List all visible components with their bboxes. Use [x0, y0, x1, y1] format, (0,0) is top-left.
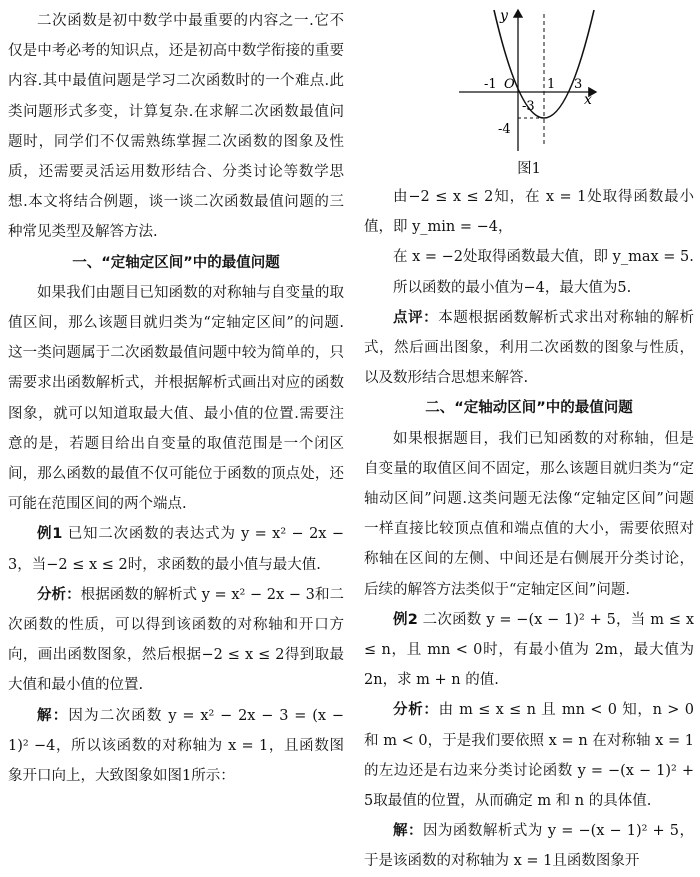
right-column	[364, 6, 694, 877]
example-2	[364, 605, 694, 696]
section-1-heading: 一、“定轴定区间”中的最值问题	[72, 254, 280, 271]
tick-label-neg4: -4	[498, 122, 511, 137]
parabola-graph	[364, 6, 694, 156]
intro-paragraph: 二次函数是初中数学中最重要的内容之一.它不仅是中考必考的知识点，还是初高中数学衔接的重要内容.其中最值问题是学习二次函数时的一个难点.此类问题形式多变，计算复杂.在求解二次函数最值问题时，同学们不仅需熟练掌握二次函数的图象及性质，还需要灵活运用数形结合、分类讨论等数学思想.本文将结合例题，谈一谈二次函数最值问题的三种常见类型及解答方法.	[8, 13, 344, 241]
example-1-label: 例1	[37, 526, 63, 543]
y-axis-label: y	[500, 8, 508, 24]
example-1-text: 已知二次函数的表达式为 y = x² − 2x − 3，当−2 ≤ x ≤ 2时，求函数的最小值与最大值.	[8, 526, 345, 573]
comment-1-text: 本题根据函数解析式求出对称轴的解析式，然后画出图象，利用二次函数的图象与性质，以及数形结合思想来解答.	[364, 309, 695, 387]
solution-2-label: 解：	[393, 823, 423, 840]
solution-line-1: 由−2 ≤ x ≤ 2知，在 x = 1处取得函数最小值，即 y_min = −4，	[364, 189, 694, 236]
solution-1	[8, 701, 344, 792]
section-2-heading: 二、“定轴动区间”中的最值问题	[425, 400, 633, 417]
tick-label-3: 3	[574, 77, 583, 92]
analysis-2-label: 分析：	[393, 702, 439, 719]
section-2-paragraph: 如果根据题目，我们已知函数的对称轴，但是自变量的取值区间不固定，那么该题目就归类为“定轴动区间”问题.这类问题无法像“定轴定区间”问题一样直接比较顶点值和端点值的大小，需要依照对称轴在区间的左侧、中间还是右侧展开分类讨论，后续的解答方法类似于“定轴定区间”问题.	[364, 430, 694, 598]
tick-label-1: 1	[547, 77, 556, 92]
analysis-1-label: 分析：	[37, 586, 81, 603]
tick-label-neg3: -3	[522, 99, 535, 114]
example-2-text: 二次函数 y = −(x − 1)² + 5，当 m ≤ x ≤ n，且 mn < 0时，有最小值为 2m，最大值为 2n，求 m + n 的值.	[364, 611, 695, 689]
comment-1	[364, 303, 694, 394]
solution-line-3: 所以函数的最小值为−4，最大值为5.	[393, 279, 632, 296]
example-2-label: 例2	[393, 611, 418, 628]
x-axis-label: x	[584, 92, 592, 108]
example-1	[8, 519, 344, 579]
origin-label: O	[504, 77, 515, 92]
analysis-2-text: 由 m ≤ x ≤ n 且 mn < 0 知，n > 0和 m < 0，于是我们要依照 x = n 在对称轴 x = 1的左边还是右边来分类讨论函数 y = −(x − 1)² + 5取最值的位置，从而确定 m 和 n 的具体值.	[364, 702, 694, 810]
left-column	[8, 6, 344, 791]
analysis-2	[364, 695, 694, 816]
section-1-paragraph: 如果我们由题目已知函数的对称轴与自变量的取值区间，那么该题目就归类为“定轴定区间”的问题.这一类问题属于二次函数最值问题中较为简单的，只需要求出函数解析式，并根据解析式画出对应的函数图象，就可以知道取最大值、最小值的位置.需要注意的是，若题目给出自变量的取值范围是一个闭区间，那么函数的最值不仅可能位于函数的顶点处，还可能在范围区间的两个端点.	[8, 284, 344, 513]
comment-1-label: 点评：	[393, 309, 439, 326]
figure-1	[364, 6, 694, 156]
analysis-1-text: 根据函数的解析式 y = x² − 2x − 3和二次函数的性质，可以得到该函数的对称轴和开口方向，画出函数图象，然后根据−2 ≤ x ≤ 2得到取最大值和最小值的位置.	[8, 586, 345, 694]
solution-1-text: 因为二次函数 y = x² − 2x − 3 = (x − 1)² −4，所以该函数的对称轴为 x = 1，且函数图象开口向上，大致图象如图1所示：	[8, 707, 344, 785]
figure-caption: 图1	[517, 161, 541, 177]
analysis-1	[8, 580, 344, 701]
solution-line-2: 在 x = −2处取得函数最大值，即 y_max = 5.	[393, 249, 694, 266]
solution-2-text: 因为函数解析式为 y = −(x − 1)² + 5，于是该函数的对称轴为 x = 1且函数图象开	[364, 823, 694, 870]
solution-2	[364, 816, 694, 876]
tick-label-neg1: -1	[484, 77, 497, 92]
solution-1-label: 解：	[37, 707, 69, 724]
